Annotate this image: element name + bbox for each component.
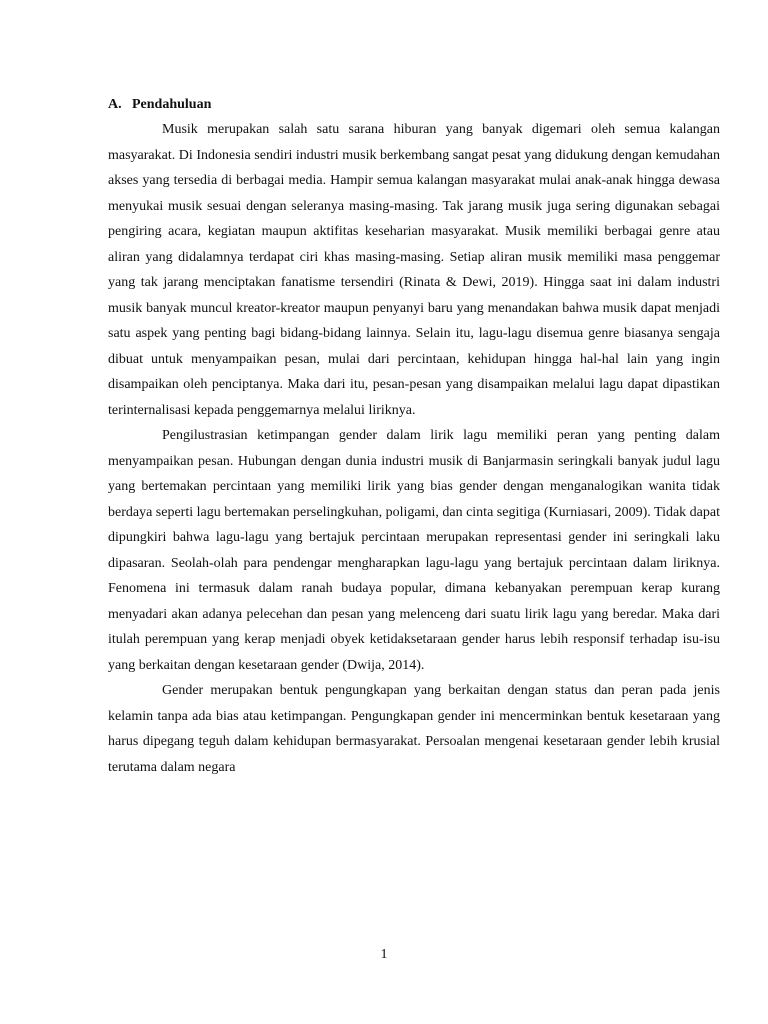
paragraph-3: Gender merupakan bentuk pengungkapan yang berkaitan dengan status dan peran pada jenis kelamin tanpa ada bias atau ketimpangan. Pengungkapan gender ini mencerminkan bentuk kesetaraan yang harus dipegang teguh dalam kehidupan bermasyarakat. Persoalan mengenai kesetaraan gender lebih krusial terutama dalam negara: [108, 683, 720, 775]
section-title: Pendahuluan: [132, 97, 212, 112]
paragraph-1: Musik merupakan salah satu sarana hiburan yang banyak digemari oleh semua kalangan masyarakat. Di Indonesia sendiri industri musik berkembang sangat pesat yang didukung dengan kemudahan akses yang tersedia di berbagai media. Hampir semua kalangan masyarakat mulai anak-anak hingga dewasa menyukai musik sesuai dengan seleranya masing-masing. Tak jarang musik juga sering digunakan sebagai pengiring acara, kegiatan maupun aktifitas keseharian masyarakat. Musik memiliki berbagai genre atau aliran yang didalamnya terdapat ciri khas masing-masing. Setiap aliran musik memiliki masa penggemar yang tak jarang menciptakan fanatisme tersendiri (Rinata & Dewi, 2019). Hingga saat ini dalam industri musik banyak muncul kreator-kreator maupun penyanyi baru yang menandakan bahwa musik dapat menjadi satu aspek yang penting bagi bidang-bidang lainnya. Selain itu, lagu-lagu disemua genre biasanya sengaja dibuat untuk menyampaikan pesan, mulai dari percintaan, kehidupan hingga hal-hal lain yang ingin disampaikan oleh penciptanya. Maka dari itu, pesan-pesan yang disampaikan melalui lagu dapat dipastikan terinternalisasi kepada penggemarnya melalui liriknya.: [108, 122, 720, 418]
document-body: [108, 95, 720, 780]
section-number: A.: [108, 97, 122, 112]
section-heading: [108, 95, 720, 115]
page-number: 1: [380, 947, 388, 962]
paragraph-2: Pengilustrasian ketimpangan gender dalam lirik lagu memiliki peran yang penting dalam menyampaikan pesan. Hubungan dengan dunia industri musik di Banjarmasin seringkali banyak judul lagu yang bertemakan percintaan yang memiliki lirik yang bias gender dengan menganalogikan wanita tidak berdaya seperti lagu bertemakan perselingkuhan, poligami, dan cinta segitiga (Kurniasari, 2009). Tidak dapat dipungkiri bahwa lagu-lagu yang bertajuk percintaan merupakan representasi gender ini seringkali laku dipasaran. Seolah-olah para pendengar mengharapkan lagu-lagu yang bertajuk percintaan dalam liriknya. Fenomena ini termasuk dalam ranah budaya popular, dimana kebanyakan perempuan kerap kurang menyadari akan adanya pelecehan dan pesan yang melenceng dari suatu lirik lagu yang beredar. Maka dari itulah perempuan yang kerap menjadi obyek ketidaksetaraan gender harus lebih responsif terhadap isu-isu yang berkaitan dengan kesetaraan gender (Dwija, 2014).: [108, 428, 720, 673]
